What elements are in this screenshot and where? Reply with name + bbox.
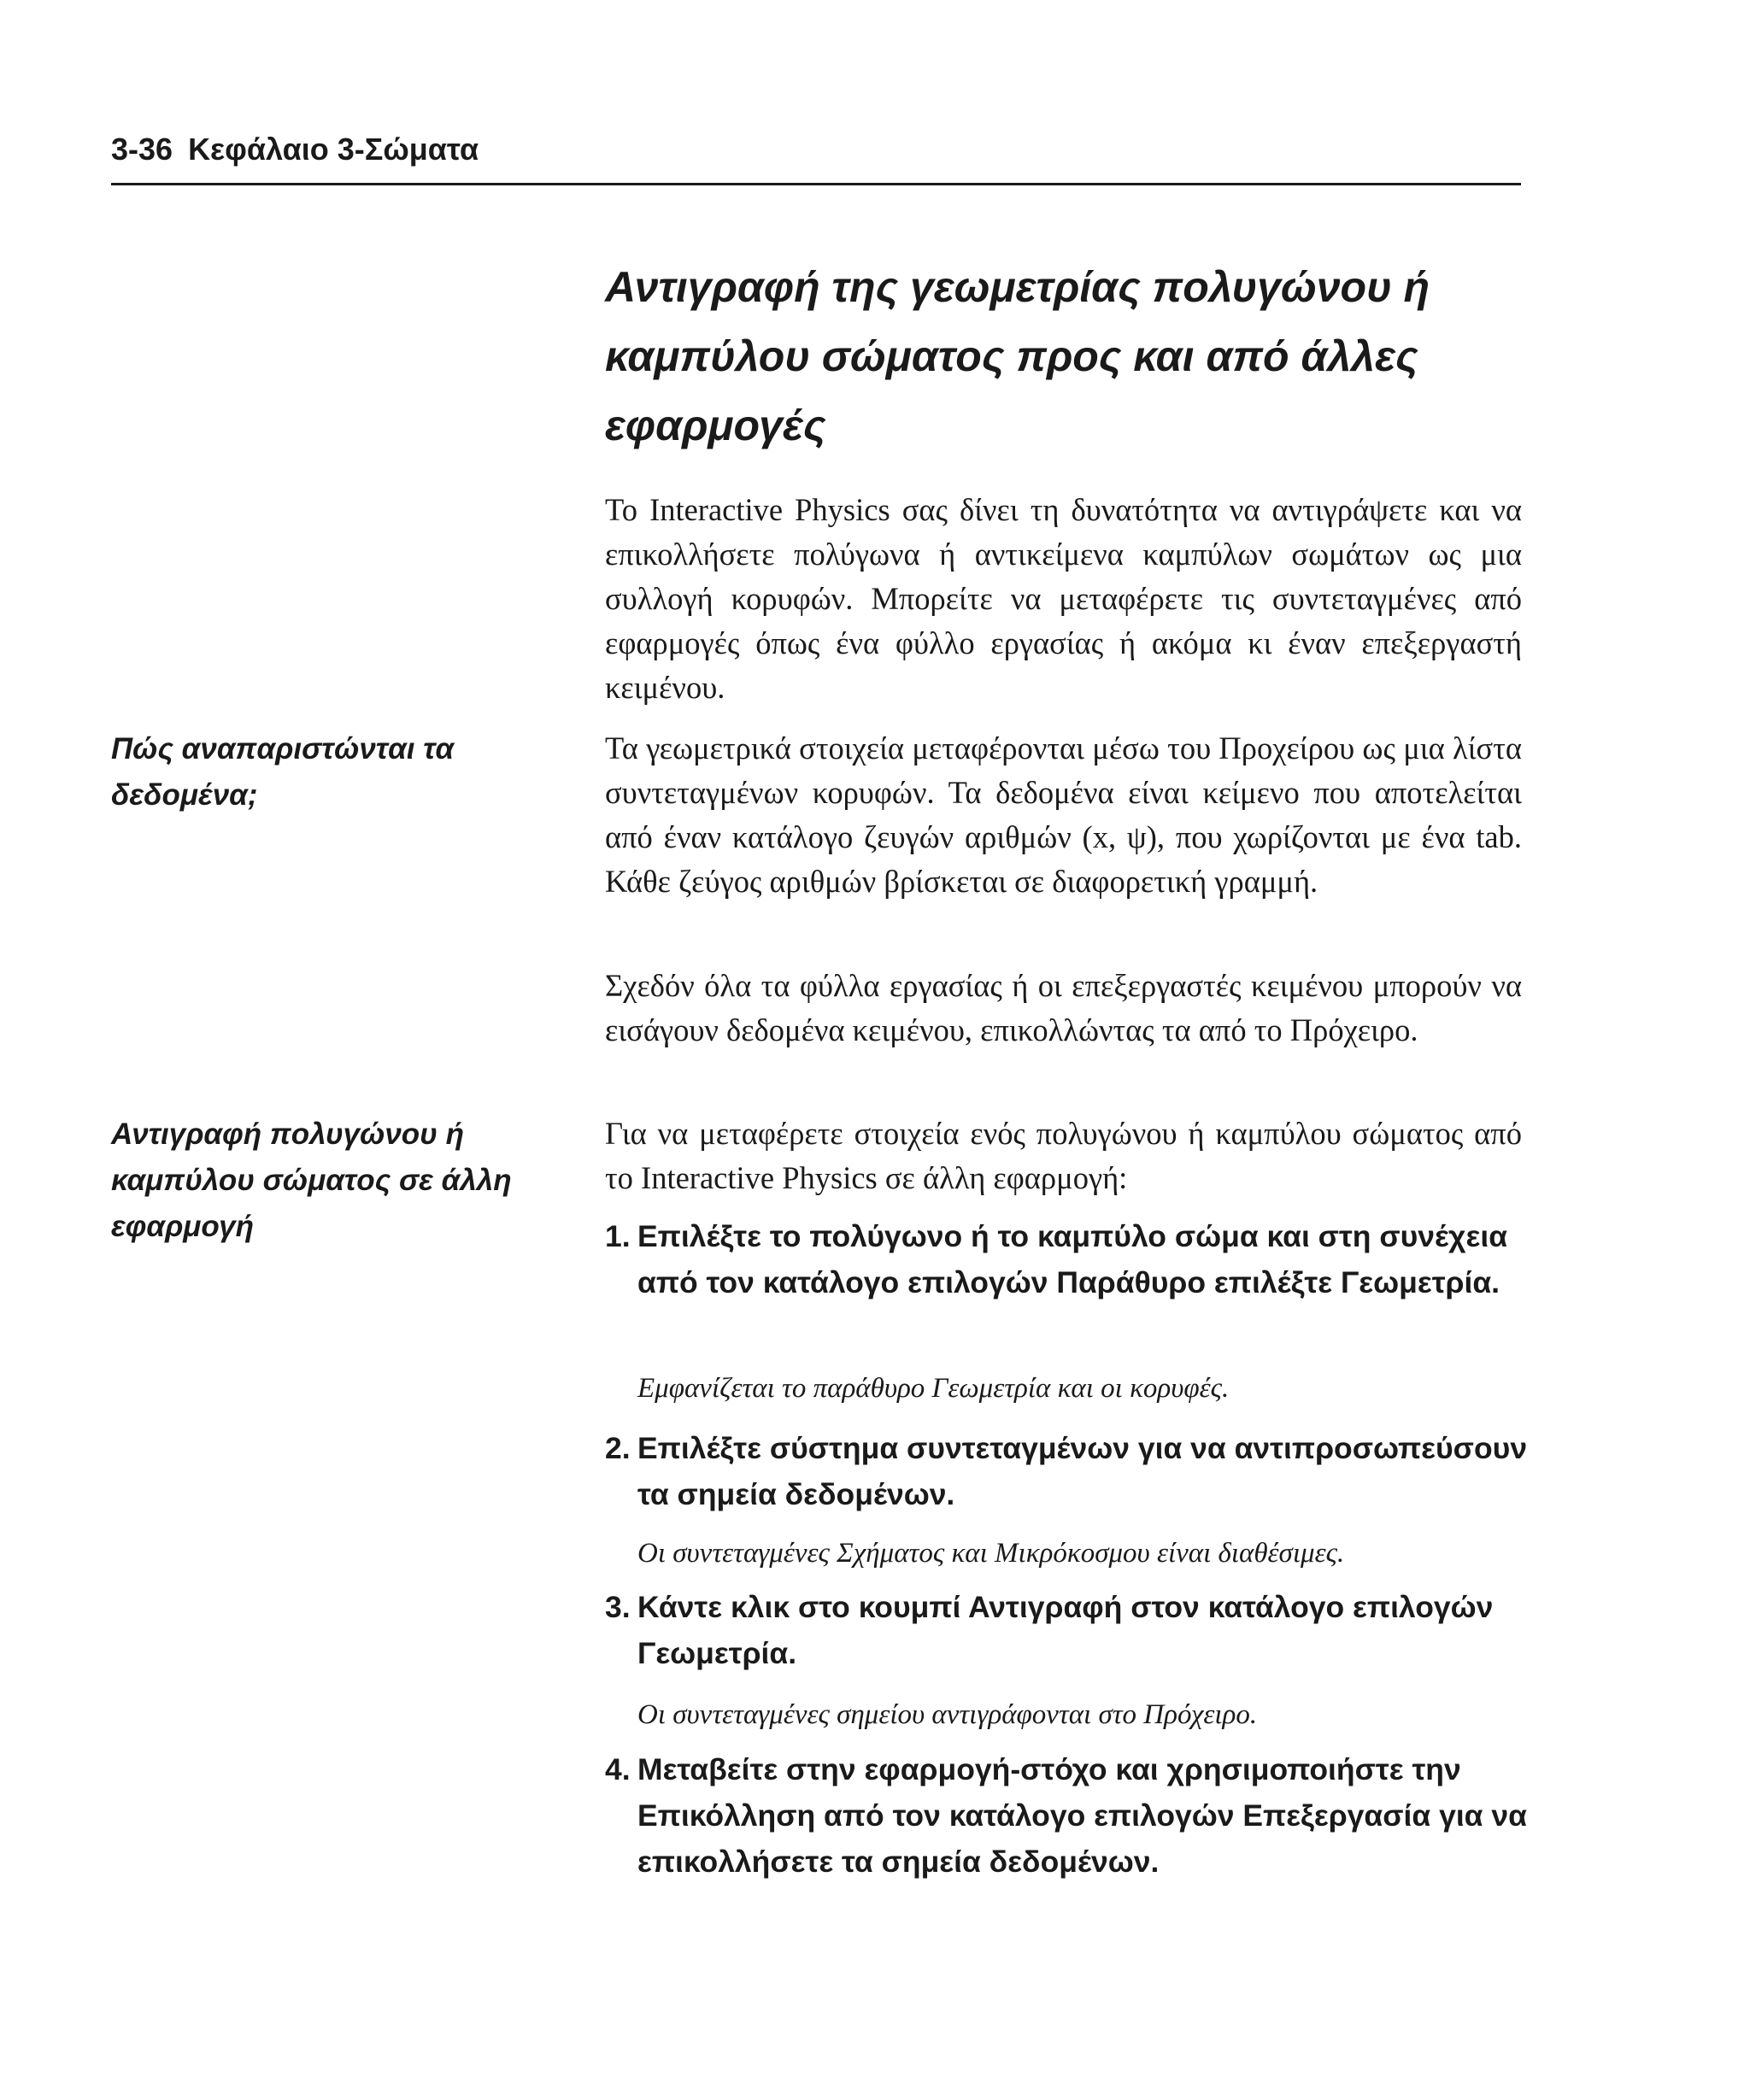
step-text: Κάντε κλικ στο κουμπί Αντιγραφή στον κατάλογο επιλογών Γεωμετρία. xyxy=(637,1590,1494,1670)
step-text: Μεταβείτε στην εφαρμογή-στόχο και χρησιμοποιήστε την Επικόλληση από τον κατάλογο επιλογών Επεξεργασία για να επικολλήσετε τα σημεία δεδομένων. xyxy=(637,1752,1527,1879)
step-1 xyxy=(605,1213,1528,1305)
section-title-line-2: καμπύλου σώματος προς και από άλλες xyxy=(605,332,1418,380)
step-number: 2. xyxy=(605,1431,631,1465)
step-1-result: Εμφανίζεται το παράθυρο Γεωμετρία και οι κορυφές. xyxy=(637,1373,1230,1404)
transfer-intro-paragraph: Για να μεταφέρετε στοιχεία ενός πολυγώνου ή καμπύλου σώματος από το Interactive Physics σε άλλη εφαρμογή: xyxy=(605,1116,1522,1195)
intro-paragraph: Το Interactive Physics σας δίνει τη δυνατότητα να αντιγράψετε και να επικολλήσετε πολύγωνα ή αντικείμενα καμπύλων σωμάτων ως μια συλλογή κορυφών. Μπορείτε να μεταφέρετε τις συντεταγμένες από εφαρμογές όπως ένα φύλλο εργασίας ή ακόμα κι έναν επεξεργαστή κειμένου. xyxy=(605,492,1522,705)
spreadsheets-paragraph: Σχεδόν όλα τα φύλλα εργασίας ή οι επεξεργαστές κειμένου μπορούν να εισάγουν δεδομένα κειμένου, επικολλώντας τα από το Πρόχειρο. xyxy=(605,968,1522,1047)
page-number: 3-36 xyxy=(111,132,173,167)
step-3-result: Οι συντεταγμένες σημείου αντιγράφονται στο Πρόχειρο. xyxy=(637,1699,1258,1730)
step-text: Επιλέξτε σύστημα συντεταγμένων για να αντιπροσωπεύσουν τα σημεία δεδομένων. xyxy=(637,1431,1528,1511)
step-2 xyxy=(605,1425,1528,1517)
running-header xyxy=(111,128,1521,185)
step-number: 4. xyxy=(605,1752,631,1786)
step-number: 1. xyxy=(605,1219,631,1253)
step-4 xyxy=(605,1746,1528,1885)
representation-paragraph: Τα γεωμετρικά στοιχεία μεταφέρονται μέσω του Προχείρου ως μια λίστα συντεταγμένων κορυφών. Τα δεδομένα είναι κείμενο που αποτελείται από έναν κατάλογο ζευγών αριθμών (x, ψ), που χωρίζονται με ένα tab. Κάθε ζεύγος αριθμών βρίσκεται σε διαφορετική γραμμή. xyxy=(605,730,1522,899)
section-title xyxy=(605,253,1528,460)
step-number: 3. xyxy=(605,1590,631,1624)
step-text: Επιλέξτε το πολύγωνο ή το καμπύλο σώμα και στη συνέχεια από τον κατάλογο επιλογών Παράθυρο επιλέξτε Γεωμετρία. xyxy=(637,1219,1508,1299)
chapter-title: Κεφάλαιο 3-Σώματα xyxy=(188,132,479,167)
sidebar-heading-representation: Πώς αναπαριστώνται τα δεδομένα; xyxy=(111,732,455,812)
step-2-result: Οι συντεταγμένες Σχήματος και Μικρόκοσμου είναι διαθέσιμες. xyxy=(637,1538,1345,1569)
section-title-line-1: Αντιγραφή της γεωμετρίας πολυγώνου ή xyxy=(605,263,1430,311)
step-3 xyxy=(605,1584,1528,1676)
section-title-line-3: εφαρμογές xyxy=(605,402,826,449)
sidebar-heading-copy: Αντιγραφή πολυγώνου ή καμπύλου σώματος σε άλλη εφαρμογή xyxy=(111,1117,512,1243)
